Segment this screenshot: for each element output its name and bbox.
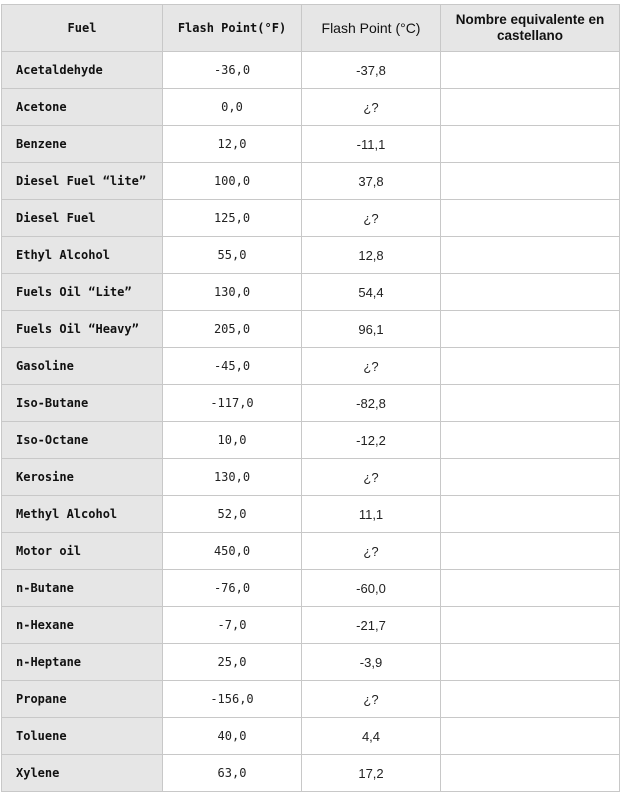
header-fuel: Fuel	[2, 5, 163, 52]
table-row	[2, 52, 620, 89]
flash-point-c-cell: -60,0	[302, 570, 441, 607]
flash-point-f-cell: -36,0	[163, 52, 302, 89]
flash-point-c-cell: -11,1	[302, 126, 441, 163]
nombre-castellano-cell[interactable]	[441, 274, 620, 311]
flash-point-f-cell: -45,0	[163, 348, 302, 385]
flash-point-f-cell: -76,0	[163, 570, 302, 607]
fuel-name-cell: Kerosine	[2, 459, 163, 496]
table-row	[2, 89, 620, 126]
flash-point-table	[1, 4, 620, 792]
table-header	[2, 5, 620, 52]
flash-point-f-cell: 10,0	[163, 422, 302, 459]
nombre-castellano-cell[interactable]	[441, 755, 620, 792]
table-row	[2, 459, 620, 496]
flash-point-f-cell: 100,0	[163, 163, 302, 200]
nombre-castellano-cell[interactable]	[441, 681, 620, 718]
table-row	[2, 533, 620, 570]
flash-point-f-cell: 130,0	[163, 459, 302, 496]
nombre-castellano-cell[interactable]	[441, 718, 620, 755]
table-row	[2, 200, 620, 237]
fuel-name-cell: Acetaldehyde	[2, 52, 163, 89]
flash-point-c-cell: ¿?	[302, 681, 441, 718]
header-flash-point-c: Flash Point (°C)	[302, 5, 441, 52]
nombre-castellano-cell[interactable]	[441, 533, 620, 570]
flash-point-c-cell: -21,7	[302, 607, 441, 644]
flash-point-c-cell: ¿?	[302, 89, 441, 126]
flash-point-c-cell: ¿?	[302, 459, 441, 496]
header-flash-point-f: Flash Point(°F)	[163, 5, 302, 52]
header-row	[2, 5, 620, 52]
flash-point-f-cell: -156,0	[163, 681, 302, 718]
flash-point-c-cell: 37,8	[302, 163, 441, 200]
fuel-name-cell: Benzene	[2, 126, 163, 163]
flash-point-f-cell: 125,0	[163, 200, 302, 237]
table-row	[2, 237, 620, 274]
nombre-castellano-cell[interactable]	[441, 237, 620, 274]
table-row	[2, 607, 620, 644]
nombre-castellano-cell[interactable]	[441, 163, 620, 200]
nombre-castellano-cell[interactable]	[441, 311, 620, 348]
nombre-castellano-cell[interactable]	[441, 422, 620, 459]
nombre-castellano-cell[interactable]	[441, 607, 620, 644]
table-row	[2, 126, 620, 163]
flash-point-c-cell: 54,4	[302, 274, 441, 311]
nombre-castellano-cell[interactable]	[441, 644, 620, 681]
fuel-name-cell: Propane	[2, 681, 163, 718]
flash-point-c-cell: 17,2	[302, 755, 441, 792]
nombre-castellano-cell[interactable]	[441, 52, 620, 89]
flash-point-f-cell: -117,0	[163, 385, 302, 422]
nombre-castellano-cell[interactable]	[441, 496, 620, 533]
flash-point-f-cell: 55,0	[163, 237, 302, 274]
nombre-castellano-cell[interactable]	[441, 89, 620, 126]
fuel-name-cell: Acetone	[2, 89, 163, 126]
nombre-castellano-cell[interactable]	[441, 570, 620, 607]
flash-point-f-cell: 52,0	[163, 496, 302, 533]
fuel-name-cell: Motor oil	[2, 533, 163, 570]
fuel-name-cell: n-Hexane	[2, 607, 163, 644]
flash-point-c-cell: -37,8	[302, 52, 441, 89]
table-row	[2, 681, 620, 718]
flash-point-c-cell: ¿?	[302, 533, 441, 570]
flash-point-f-cell: 0,0	[163, 89, 302, 126]
flash-point-f-cell: 205,0	[163, 311, 302, 348]
table-row	[2, 644, 620, 681]
fuel-name-cell: Diesel Fuel “lite”	[2, 163, 163, 200]
fuel-name-cell: Ethyl Alcohol	[2, 237, 163, 274]
fuel-name-cell: Methyl Alcohol	[2, 496, 163, 533]
fuel-name-cell: Fuels Oil “Heavy”	[2, 311, 163, 348]
flash-point-c-cell: -12,2	[302, 422, 441, 459]
table-row	[2, 163, 620, 200]
flash-point-f-cell: 12,0	[163, 126, 302, 163]
table-row	[2, 385, 620, 422]
fuel-name-cell: Gasoline	[2, 348, 163, 385]
fuel-name-cell: Diesel Fuel	[2, 200, 163, 237]
nombre-castellano-cell[interactable]	[441, 126, 620, 163]
flash-point-f-cell: 25,0	[163, 644, 302, 681]
flash-point-f-cell: 450,0	[163, 533, 302, 570]
fuel-name-cell: n-Heptane	[2, 644, 163, 681]
header-nombre-castellano: Nombre equivalente en castellano	[441, 5, 620, 52]
table-body	[2, 52, 620, 792]
flash-point-c-cell: -3,9	[302, 644, 441, 681]
table-row	[2, 311, 620, 348]
table-row	[2, 755, 620, 792]
flash-point-c-cell: ¿?	[302, 348, 441, 385]
fuel-name-cell: Iso-Octane	[2, 422, 163, 459]
flash-point-f-cell: 40,0	[163, 718, 302, 755]
flash-point-c-cell: 96,1	[302, 311, 441, 348]
flash-point-f-cell: 130,0	[163, 274, 302, 311]
fuel-name-cell: Toluene	[2, 718, 163, 755]
table-row	[2, 348, 620, 385]
fuel-name-cell: n-Butane	[2, 570, 163, 607]
table-row	[2, 274, 620, 311]
fuel-name-cell: Iso-Butane	[2, 385, 163, 422]
table-row	[2, 570, 620, 607]
flash-point-c-cell: ¿?	[302, 200, 441, 237]
table-row	[2, 422, 620, 459]
table-row	[2, 718, 620, 755]
nombre-castellano-cell[interactable]	[441, 385, 620, 422]
flash-point-f-cell: -7,0	[163, 607, 302, 644]
flash-point-c-cell: -82,8	[302, 385, 441, 422]
nombre-castellano-cell[interactable]	[441, 200, 620, 237]
flash-point-f-cell: 63,0	[163, 755, 302, 792]
nombre-castellano-cell[interactable]	[441, 459, 620, 496]
flash-point-c-cell: 11,1	[302, 496, 441, 533]
fuel-name-cell: Fuels Oil “Lite”	[2, 274, 163, 311]
flash-point-c-cell: 4,4	[302, 718, 441, 755]
flash-point-c-cell: 12,8	[302, 237, 441, 274]
nombre-castellano-cell[interactable]	[441, 348, 620, 385]
table-row	[2, 496, 620, 533]
fuel-name-cell: Xylene	[2, 755, 163, 792]
